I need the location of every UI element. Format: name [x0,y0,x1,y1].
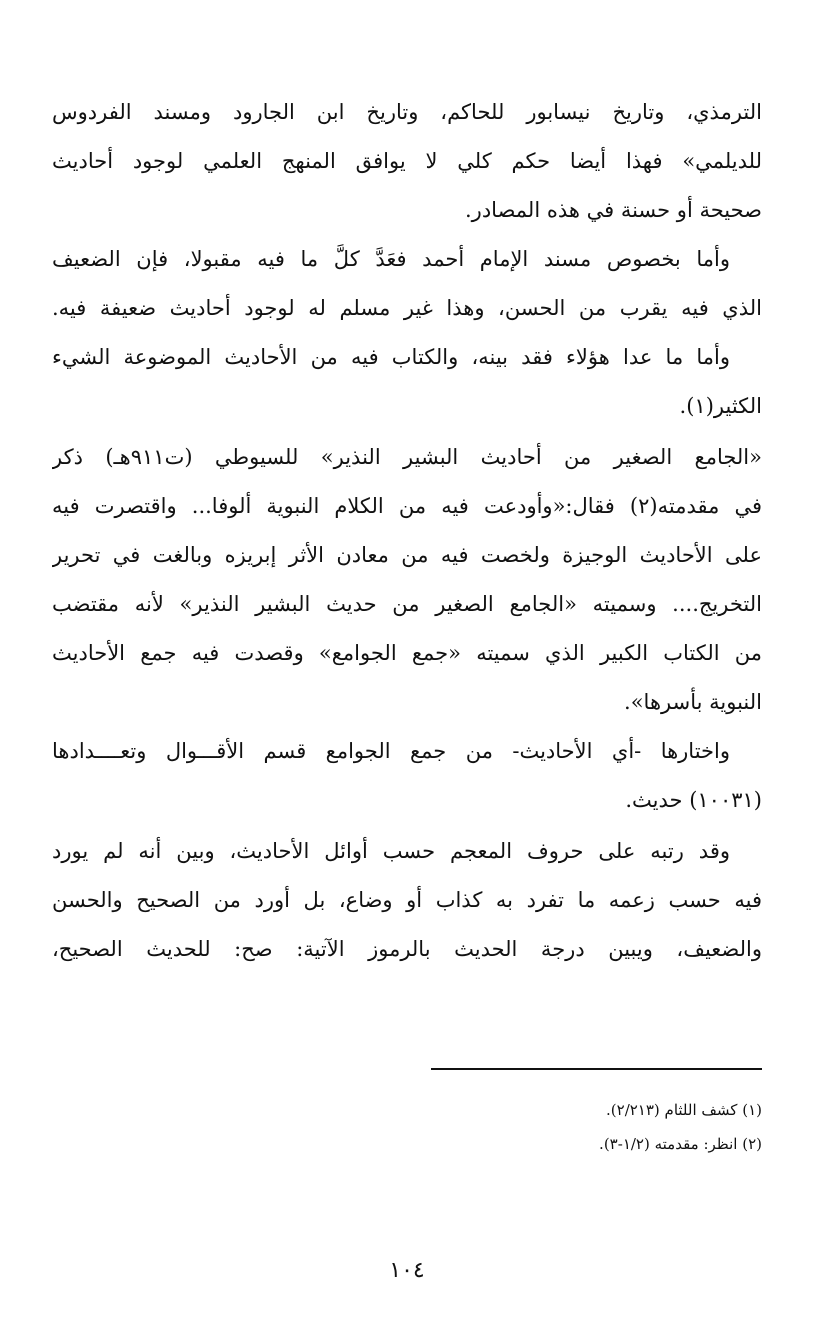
text-line: وقد رتبه على حروف المعجم حسب أوائل الأحاديث، وبين أنه لم يورد [52,839,730,863]
text-line: واختارها -أي الأحاديث- من جمع الجوامع قسم الأقـــوال وتعــــدادها [52,739,730,763]
text-line: والضعيف، ويبين درجة الحديث بالرموز الآتية: صح: للحديث الصحيح، [52,937,762,961]
text-line: من الكتاب الكبير الذي سميته «جمع الجوامع» وقصدت فيه جمع الأحاديث [52,641,762,665]
text-line: وأما ما عدا هؤلاء فقد بينه، والكتاب فيه من الأحاديث الموضوعة الشيء [52,345,730,369]
footnotes [52,1093,762,1161]
text-line: الترمذي، وتاريخ نيسابور للحاكم، وتاريخ ابن الجارود ومسند الفردوس [52,100,762,124]
text-line: وأما بخصوص مسند الإمام أحمد فعَدَّ كلَّ ما فيه مقبولا، فإن الضعيف [52,247,730,271]
footnote: (١) كشف اللثام (٢/٢١٣). [606,1101,762,1119]
text-line: الكثير(١). [679,394,762,418]
text-line: النبوية بأسرها». [624,690,762,714]
text-line: الذي فيه يقرب من الحسن، وهذا غير مسلم له لوجود أحاديث ضعيفة فيه. [52,296,762,320]
text-line: للديلمي» فهذا أيضا حكم كلي لا يوافق المنهج العلمي لوجود أحاديث [52,149,762,173]
page-number: ١٠٤ [389,1258,425,1283]
page-body [52,88,762,974]
text-line: فيه حسب زعمه ما تفرد به كذاب أو وضاع، بل أورد من الصحيح والحسن [52,888,762,912]
text-line: في مقدمته(٢) فقال:«وأودعت فيه من الكلام النبوية ألوفا... واقتصرت فيه [52,494,762,518]
text-line: على الأحاديث الوجيزة ولخصت فيه من معادن الأثر إبريزه وبالغت في تحرير [52,543,762,567]
footnote: (٢) انظر: مقدمته (١/٢-٣). [599,1135,762,1153]
footnote-divider [431,1068,762,1070]
text-line: (١٠٠٣١) حديث. [625,788,762,812]
text-line: صحيحة أو حسنة في هذه المصادر. [465,198,762,222]
text-line: التخريج.... وسميته «الجامع الصغير من حديث البشير النذير» لأنه مقتضب [52,592,762,616]
text-line: «الجامع الصغير من أحاديث البشير النذير» للسيوطي (ت٩١١هـ) ذكر [52,445,762,469]
